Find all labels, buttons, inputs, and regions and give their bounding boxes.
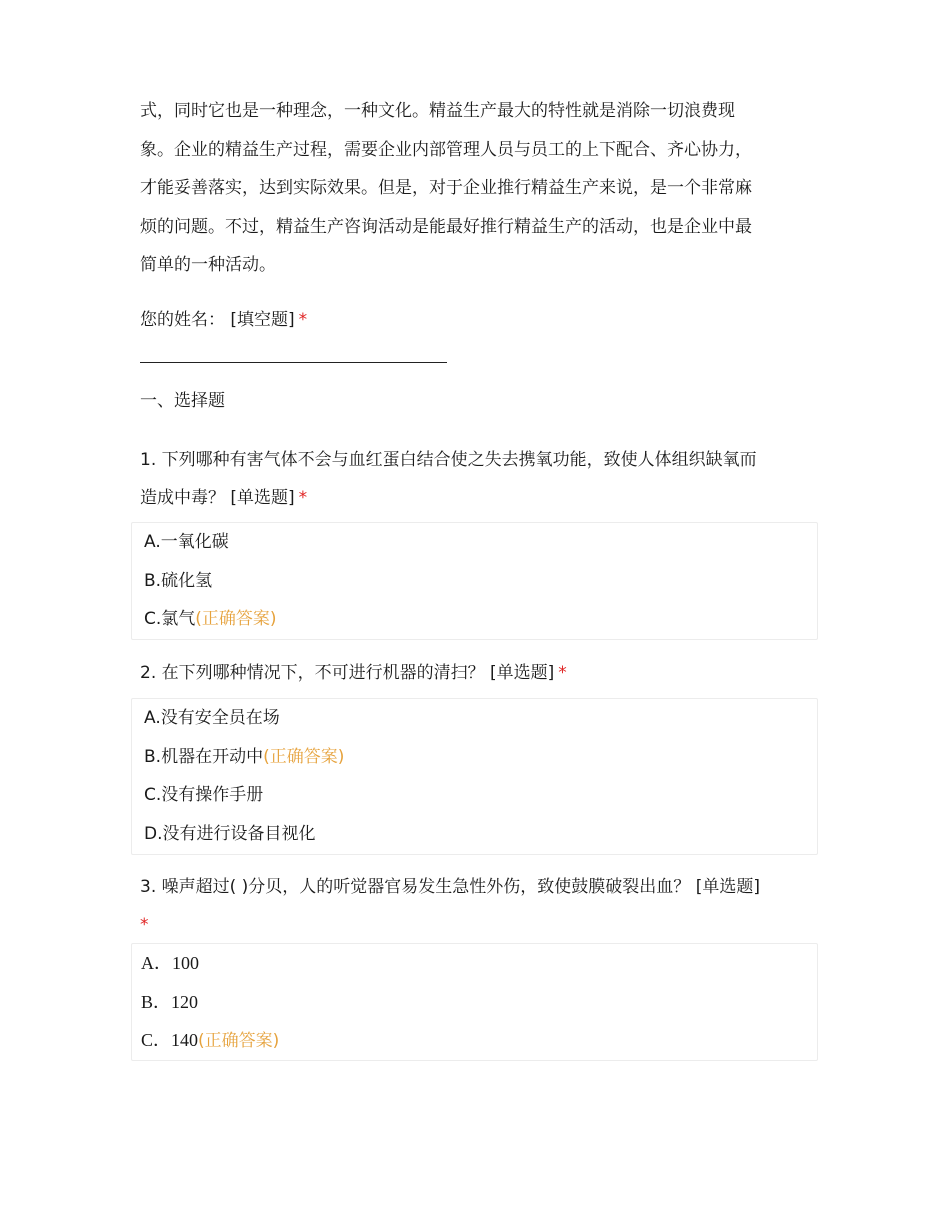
question-title-line: [140, 654, 820, 692]
intro-line: 简单的一种活动。: [140, 255, 276, 275]
correct-answer-tag: (正确答案): [195, 609, 277, 630]
question-title-line: [140, 479, 820, 517]
intro-line: 才能妥善落实，达到实际效果。但是，对于企业推行精益生产来说，是一个非常麻: [140, 178, 752, 198]
question-3-title: [140, 868, 820, 944]
question-title-line: 3. 噪声超过( )分贝，人的听觉器官易发生急性外伤，致使鼓膜破裂出血？ [单选题]: [140, 877, 760, 897]
intro-paragraph: [140, 92, 820, 285]
required-mark: *: [558, 663, 567, 683]
question-title-line: 1. 下列哪种有害气体不会与血红蛋白结合使之失去携氧功能，致使人体组织缺氧而: [140, 450, 757, 470]
option-label: B.机器在开动中: [144, 746, 264, 767]
required-mark: *: [298, 310, 308, 330]
name-fill-line[interactable]: [140, 362, 447, 363]
intro-line: 象。企业的精益生产过程，需要企业内部管理人员与员工的上下配合、齐心协力，: [140, 139, 752, 160]
option-label: C.没有操作手册: [144, 785, 264, 806]
option-label: B.硫化氢: [144, 570, 213, 591]
option-label: C.氯气: [144, 609, 196, 630]
option-a[interactable]: [132, 699, 817, 738]
option-c[interactable]: [132, 776, 817, 815]
option-a[interactable]: [132, 944, 817, 983]
question-1-title: [140, 441, 820, 517]
option-label: A.一氧化碳: [144, 532, 229, 552]
question-2-options: [131, 698, 818, 855]
question-title-line: [140, 906, 820, 944]
question-3-options: [131, 943, 818, 1061]
option-b[interactable]: [132, 983, 817, 1022]
question-1-options: [131, 522, 818, 640]
intro-line: 烦的问题。不过，精益生产咨询活动是能最好推行精益生产的活动，也是企业中最: [140, 216, 752, 237]
option-c[interactable]: [132, 600, 817, 639]
question-title-text: 造成中毒？ [单选题]: [140, 488, 295, 508]
option-d[interactable]: [132, 815, 817, 854]
name-field-label: [140, 301, 820, 339]
option-c[interactable]: [132, 1021, 817, 1060]
correct-answer-tag: (正确答案): [263, 746, 345, 767]
option-label: B．120: [141, 991, 199, 1012]
option-label: A.没有安全员在场: [144, 708, 280, 728]
intro-line: 式，同时它也是一种理念，一种文化。精益生产最大的特性就是消除一切浪费现: [140, 101, 735, 121]
option-b[interactable]: [132, 738, 817, 777]
option-label: D.没有进行设备目视化: [144, 824, 316, 845]
option-label: C．140: [141, 1030, 199, 1051]
correct-answer-tag: (正确答案): [198, 1031, 280, 1052]
question-2-title: [140, 654, 820, 692]
name-label-text: 您的姓名： [填空题]: [140, 310, 295, 330]
required-mark: *: [298, 488, 308, 508]
option-b[interactable]: [132, 562, 817, 601]
section-title: 一、选择题: [140, 391, 225, 411]
option-a[interactable]: [132, 523, 817, 562]
question-title-text: 2. 在下列哪种情况下，不可进行机器的清扫？ [单选题]: [140, 663, 555, 683]
option-label: A．100: [141, 953, 199, 973]
required-mark: *: [140, 915, 149, 935]
